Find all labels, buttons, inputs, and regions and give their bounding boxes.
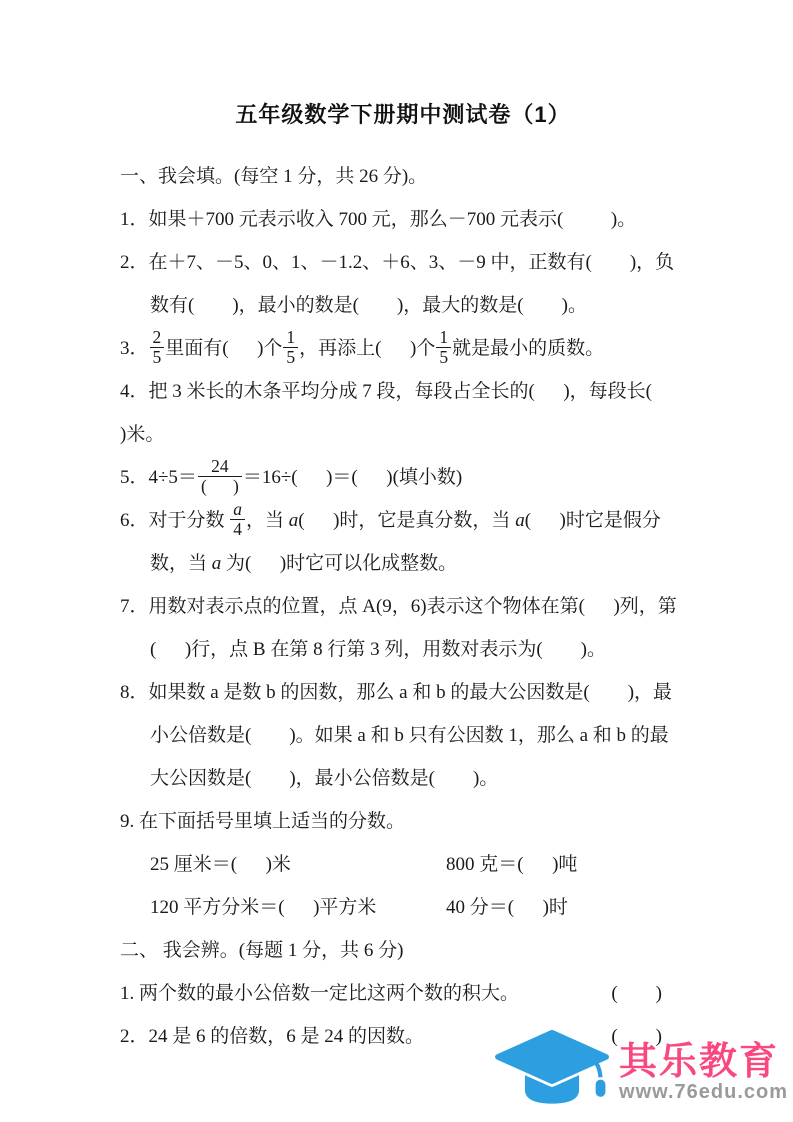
question-8-line2: 小公倍数是( )。如果 a 和 b 只有公因数 1，那么 a 和 b 的最	[150, 725, 669, 746]
question-6-text1: ，当	[246, 510, 289, 531]
question-9-row1	[120, 843, 686, 886]
question-6-line2	[120, 542, 686, 585]
conversion-g-to-t: 800 克＝( )吨	[446, 854, 578, 875]
graduation-cap-icon	[491, 1028, 613, 1117]
question-5-tail: ＝16÷( )＝( )(填小数)	[242, 467, 463, 488]
truefalse-1-statement: 1. 两个数的最小公倍数一定比这两个数的积大。	[120, 983, 520, 1004]
truefalse-1	[120, 972, 686, 1015]
question-5	[120, 456, 686, 499]
question-3-text2: ，再添上( )个	[299, 338, 436, 359]
fraction-one-fifth: $\frac{1}{5}$	[283, 328, 298, 368]
question-3	[120, 327, 686, 370]
question-1: 1．如果＋700 元表示收入 700 元，那么－700 元表示( )。	[120, 209, 637, 230]
worksheet-content	[120, 98, 686, 1058]
fraction-one-fifth: $\frac{1}{5}$	[436, 328, 451, 368]
question-6-text2: ( )时，它是真分数，当	[298, 510, 516, 531]
question-7-line2: ( )行，点 B 在第 8 行第 3 列，用数对表示为( )。	[150, 639, 606, 660]
fraction-24-over-blank: $\frac{24}{( )}$	[198, 457, 242, 497]
truefalse-2-statement: 2．24 是 6 的倍数，6 是 24 的因数。	[120, 1026, 425, 1047]
section1-heading: 一、我会填。(每空 1 分，共 26 分)。	[120, 166, 428, 187]
question-6-line2-text2: 为( )时它可以化成整数。	[221, 553, 458, 574]
question-6-text3: ( )时它是假分	[524, 510, 661, 531]
logo-website-url: www.76edu.com	[619, 1080, 788, 1103]
question-3-text3: 就是最小的质数。	[452, 338, 605, 359]
question-8-line1: 8．如果数 a 是数 b 的因数，那么 a 和 b 的最大公因数是( )，最	[120, 682, 673, 703]
question-6-line2-text1: 数，当	[150, 553, 212, 574]
question-6-line1	[120, 499, 686, 542]
logo-text-block	[619, 1040, 788, 1103]
question-7-line1: 7．用数对表示点的位置，点 A(9，6)表示这个物体在第( )列，第	[120, 596, 677, 617]
section2-heading: 二、 我会辨。(每题 1 分，共 6 分)	[120, 940, 404, 961]
question-4: 4．把 3 米长的木条平均分成 7 段，每段占全长的( )，每段长( )米。	[120, 381, 681, 445]
question-5-lead: 5．4÷5＝	[120, 467, 197, 488]
truefalse-1-answer-blank: ( )	[611, 983, 662, 1004]
question-8-line3: 大公因数是( )，最小公倍数是( )。	[150, 768, 499, 789]
question-3-number: 3．	[120, 338, 149, 359]
conversion-sqdm-to-sqm: 120 平方分米＝( )平方米	[150, 897, 377, 918]
question-2-line1: 2．在＋7、－5、0、1、－1.2、＋6、3、－9 中，正数有( )，负	[120, 252, 675, 273]
question-9-lead: 9. 在下面括号里填上适当的分数。	[120, 811, 406, 832]
question-6-number: 6．对于分数	[120, 510, 230, 531]
question-9-row2	[120, 886, 686, 929]
truefalse-2-answer-blank: ( )	[611, 1026, 662, 1047]
variable-a: a	[211, 553, 222, 574]
conversion-min-to-h: 40 分＝( )时	[446, 897, 568, 918]
variable-a: a	[515, 510, 525, 531]
variable-a: a	[288, 510, 299, 531]
fraction-a-over-4: $\frac{a}{4}$	[230, 500, 245, 540]
question-3-text1: 里面有( )个	[165, 338, 283, 359]
conversion-cm-to-m: 25 厘米＝( )米	[150, 854, 291, 875]
logo-brand-name: 其乐教育	[619, 1040, 780, 1083]
fraction-two-fifths: $\frac{2}{5}$	[150, 328, 165, 368]
page-title: 五年级数学下册期中测试卷（1）	[235, 102, 571, 127]
site-logo	[491, 1028, 788, 1117]
question-2-line2: 数有( )，最小的数是( )，最大的数是( )。	[150, 295, 587, 316]
